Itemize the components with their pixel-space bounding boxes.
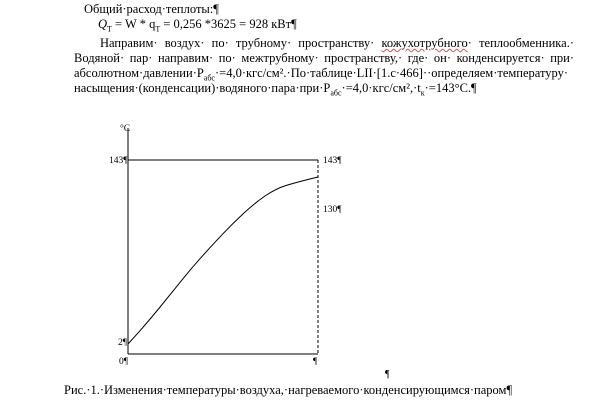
right-mid-tick-label: 130¶ bbox=[323, 205, 342, 215]
p4-text-c: ·=143°C.¶ bbox=[424, 81, 477, 95]
p4-sub-a: абс bbox=[330, 88, 342, 98]
p4-text-a: насыщения·(конденсации)·водяного·пара·при·P bbox=[74, 81, 331, 95]
p3-sub: абс bbox=[203, 73, 215, 83]
p3-text-a: абсолютном·давлении·P bbox=[74, 66, 204, 80]
paragraph-line-2: Водяной· пар· направим· по· межтрубному· пространству,· где· он· конденсируется· при· bbox=[74, 51, 574, 65]
p4-sub-b: к bbox=[420, 88, 425, 98]
left-bottom-tick-label: 2¶ bbox=[118, 338, 128, 348]
air-temperature-curve bbox=[128, 177, 318, 344]
formula-rhs-sub: T bbox=[155, 24, 161, 34]
p4-text-b: ·=4,0·кгс/см²,·t bbox=[341, 81, 421, 95]
figure-caption: Рис.·1.·Изменения·температуры·воздуха,·нагреваемого·конденсирующимся·паром¶ bbox=[64, 383, 513, 397]
formula-rhs-end: = 0,256 *3625 = 928 кВт¶ bbox=[160, 17, 297, 31]
p1-text-b: · теплообменника.· bbox=[467, 36, 574, 50]
p3-text-b: ·=4,0·кгс/см².·По·таблице·LII·[1.с·466]··определяем·температуру· bbox=[214, 66, 569, 80]
formula-lhs-sub: T bbox=[107, 24, 112, 34]
right-top-tick-label: 143¶ bbox=[323, 156, 342, 166]
formula-rhs-start: = W * q bbox=[111, 17, 156, 31]
y-unit-label: °C bbox=[120, 124, 131, 134]
x-end-label: ¶ bbox=[313, 357, 318, 367]
x-origin-label: 0¶ bbox=[119, 357, 129, 367]
heading-total-heat: Общий·расход·теплоты:¶ bbox=[84, 2, 219, 16]
pilcrow-mark: ¶ bbox=[385, 369, 390, 380]
formula-lhs: Q bbox=[98, 17, 108, 31]
spellcheck-word: кожухотрубного bbox=[381, 36, 468, 50]
left-top-tick-label: 143¶ bbox=[109, 156, 128, 166]
p1-text-a: Направим· воздух· по· трубному· пространству· bbox=[100, 36, 382, 50]
